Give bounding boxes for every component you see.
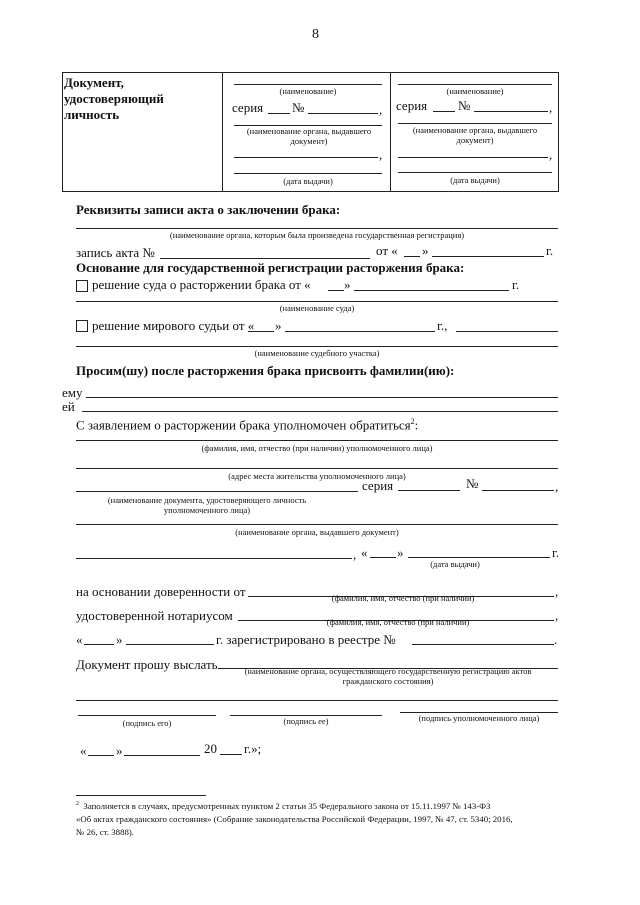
year-suffix: г. xyxy=(552,545,560,560)
doc-org-field[interactable] xyxy=(398,123,552,124)
divorce-basis-heading: Основание для государственной регистрации расторжения брака: xyxy=(76,260,465,275)
court-district-field[interactable] xyxy=(76,346,558,347)
footnote-line: № 26, ст. 3888). xyxy=(76,826,134,837)
court-month-year-field[interactable] xyxy=(354,290,509,291)
magistrate-day-field[interactable] xyxy=(248,331,274,332)
surname-request-heading: Просим(шу) после расторжения брака присвоить фамилии(ию): xyxy=(76,363,455,378)
court-decision-checkbox[interactable] xyxy=(76,280,88,292)
authorized-doc-caption-line: (наименование документа, удостоверяющего личность xyxy=(107,495,307,505)
send-org-field-2[interactable] xyxy=(76,700,558,701)
court-decision-label: решение суда о расторжении брака от « xyxy=(92,277,311,292)
him-label: ему xyxy=(62,385,83,400)
doc-org-field-2[interactable] xyxy=(234,157,378,158)
her-surname-field[interactable] xyxy=(82,411,558,412)
her-signature-caption: (подпись ее) xyxy=(283,716,329,726)
number-field[interactable] xyxy=(474,111,548,112)
comma: , xyxy=(555,479,559,494)
doc-org-caption: (наименование органа, выдавшего документ) xyxy=(246,126,372,146)
number-sign: № xyxy=(292,100,305,115)
footnote-mark: 2 xyxy=(410,417,415,426)
comma: , xyxy=(353,547,357,562)
issue-date-caption: (дата выдачи) xyxy=(430,559,480,569)
record-number-label: запись акта № xyxy=(76,245,155,260)
authorized-doc-caption xyxy=(76,496,338,516)
id-doc-label-line: Документ, xyxy=(64,75,124,90)
authorized-signature-caption: (подпись уполномоченного лица) xyxy=(418,713,540,723)
id-doc-label-line: личность xyxy=(64,107,120,122)
date-month-field[interactable] xyxy=(124,755,200,756)
record-number-field[interactable] xyxy=(160,258,370,259)
number-sign: № xyxy=(458,98,471,113)
authorized-doc-name-field[interactable] xyxy=(76,491,358,492)
footnote-separator xyxy=(76,795,206,796)
magistrate-decision-checkbox[interactable] xyxy=(76,320,88,332)
quote-close: » xyxy=(344,277,351,292)
quote-close: » xyxy=(422,243,429,258)
reg-period: . xyxy=(554,632,558,647)
series-label: серия xyxy=(396,98,428,113)
doc-date-caption: (дата выдачи) xyxy=(450,175,500,185)
court-district-caption: (наименование судебного участка) xyxy=(254,348,380,358)
number-sign: № xyxy=(466,476,479,491)
his-surname-field[interactable] xyxy=(86,397,558,398)
court-name-field[interactable] xyxy=(76,301,558,302)
record-day-field[interactable] xyxy=(404,256,420,257)
footnote xyxy=(76,800,558,838)
authorized-heading xyxy=(76,418,418,431)
series-label: серия xyxy=(362,478,394,493)
page-number: 8 xyxy=(312,27,319,42)
his-signature-caption: (подпись его) xyxy=(122,718,172,728)
authorized-address-caption: (адрес места жительства уполномоченного лица) xyxy=(228,471,406,481)
court-name-caption: (наименование суда) xyxy=(279,303,355,313)
send-label: Документ прошу выслать xyxy=(76,657,218,672)
authorized-doc-caption-line: уполномоченного лица) xyxy=(163,504,251,515)
table-divider xyxy=(390,72,391,192)
doc-date-field[interactable] xyxy=(234,173,382,174)
authorized-doc-org-field-2[interactable] xyxy=(76,558,352,559)
id-doc-label-line: удостоверяющий xyxy=(64,91,164,106)
date-close: » xyxy=(397,545,404,560)
magistrate-month-year-field[interactable] xyxy=(285,331,435,332)
doc-org-field-2[interactable] xyxy=(398,157,548,158)
year-suffix: г.»; xyxy=(244,741,262,756)
authorized-fio-caption: (фамилия, имя, отчество (при наличии) уполномоченного лица) xyxy=(201,443,433,453)
registration-org-field[interactable] xyxy=(76,228,558,229)
authorized-issue-month-year-field[interactable] xyxy=(408,557,550,558)
registration-org-caption: (наименование органа, которым была произведена государственная регистрация) xyxy=(169,230,465,240)
authorized-doc-org-caption: (наименование органа, выдавшего документ) xyxy=(235,527,399,537)
doc-name-caption: (наименование) xyxy=(279,86,337,96)
authorized-heading-text: С заявлением о расторжении брака уполномочен обратиться xyxy=(76,417,411,433)
date-year-field[interactable] xyxy=(220,754,242,755)
authorized-fio-field[interactable] xyxy=(76,440,558,441)
year-suffix: г. xyxy=(512,277,520,292)
comma: , xyxy=(549,147,553,162)
reg-date-open: « xyxy=(76,632,83,647)
quote-close: » xyxy=(275,318,282,333)
table-divider xyxy=(222,72,223,192)
proxy-caption: (фамилия, имя, отчество (при наличии) xyxy=(331,593,475,603)
magistrate-decision-label: решение мирового судьи от « xyxy=(92,318,255,333)
authorized-series-field[interactable] xyxy=(398,490,460,491)
court-day-field[interactable] xyxy=(328,290,344,291)
send-caption-line: гражданского состояния) xyxy=(342,675,434,686)
reg-text: г. зарегистрировано в реестре № xyxy=(216,632,396,647)
doc-org-caption: (наименование органа, выдавшего документ) xyxy=(412,125,538,145)
magistrate-extra-field[interactable] xyxy=(456,331,558,332)
doc-name-caption: (наименование) xyxy=(446,86,504,96)
his-signature-field[interactable] xyxy=(78,715,216,716)
comma: , xyxy=(549,100,553,115)
footnote-mark: 2 xyxy=(76,801,79,808)
authorized-address-field[interactable] xyxy=(76,468,558,469)
footnote-line: Заполняется в случаях, предусмотренных пунктом 2 статьи 35 Федерального закона от 15.11.1997 № 143-ФЗ xyxy=(83,801,491,811)
comma: , xyxy=(379,102,383,117)
series-label: серия xyxy=(232,100,264,115)
doc-date-field[interactable] xyxy=(398,172,552,173)
send-caption-line: (наименование органа, осуществляющего государственную регистрацию актов xyxy=(244,666,532,676)
year-suffix: г., xyxy=(437,318,448,333)
doc-name-field[interactable] xyxy=(234,84,382,85)
authorized-issue-day-field[interactable] xyxy=(370,557,396,558)
comma: , xyxy=(555,584,559,599)
proxy-label: на основании доверенности от xyxy=(76,584,246,599)
reg-date-close: » xyxy=(116,632,123,647)
her-label: ей xyxy=(62,399,75,414)
number-field[interactable] xyxy=(308,113,378,114)
notary-label: удостоверенной нотариусом xyxy=(76,608,233,623)
authorized-doc-org-field[interactable] xyxy=(76,524,558,525)
date-day-field[interactable] xyxy=(88,755,114,756)
reg-number-field[interactable] xyxy=(412,644,554,645)
date-open: « xyxy=(361,545,368,560)
send-caption xyxy=(218,667,558,687)
comma: , xyxy=(555,608,559,623)
record-from-label: от « xyxy=(376,243,398,258)
date-open: « xyxy=(80,743,87,758)
heading-colon: : xyxy=(414,417,419,433)
series-field[interactable] xyxy=(433,111,455,112)
reg-month-year-field[interactable] xyxy=(126,644,214,645)
date-close: » xyxy=(116,743,123,758)
reg-day-field[interactable] xyxy=(84,644,114,645)
comma: , xyxy=(379,147,383,162)
notary-caption: (фамилия, имя, отчество (при наличии) xyxy=(326,617,470,627)
series-field[interactable] xyxy=(268,113,290,114)
year-prefix: 20 xyxy=(204,741,217,756)
footnote-line: «Об актах гражданского состояния» (Собрание законодательства Российской Федерации, 1997, № 47, ст. 5340; 2016, xyxy=(76,813,513,824)
authorized-number-field[interactable] xyxy=(482,490,554,491)
doc-date-caption: (дата выдачи) xyxy=(283,176,333,186)
year-suffix: г. xyxy=(546,243,554,258)
marriage-record-heading: Реквизиты записи акта о заключении брака: xyxy=(76,202,341,217)
doc-name-field[interactable] xyxy=(398,84,552,85)
record-month-year-field[interactable] xyxy=(432,256,544,257)
